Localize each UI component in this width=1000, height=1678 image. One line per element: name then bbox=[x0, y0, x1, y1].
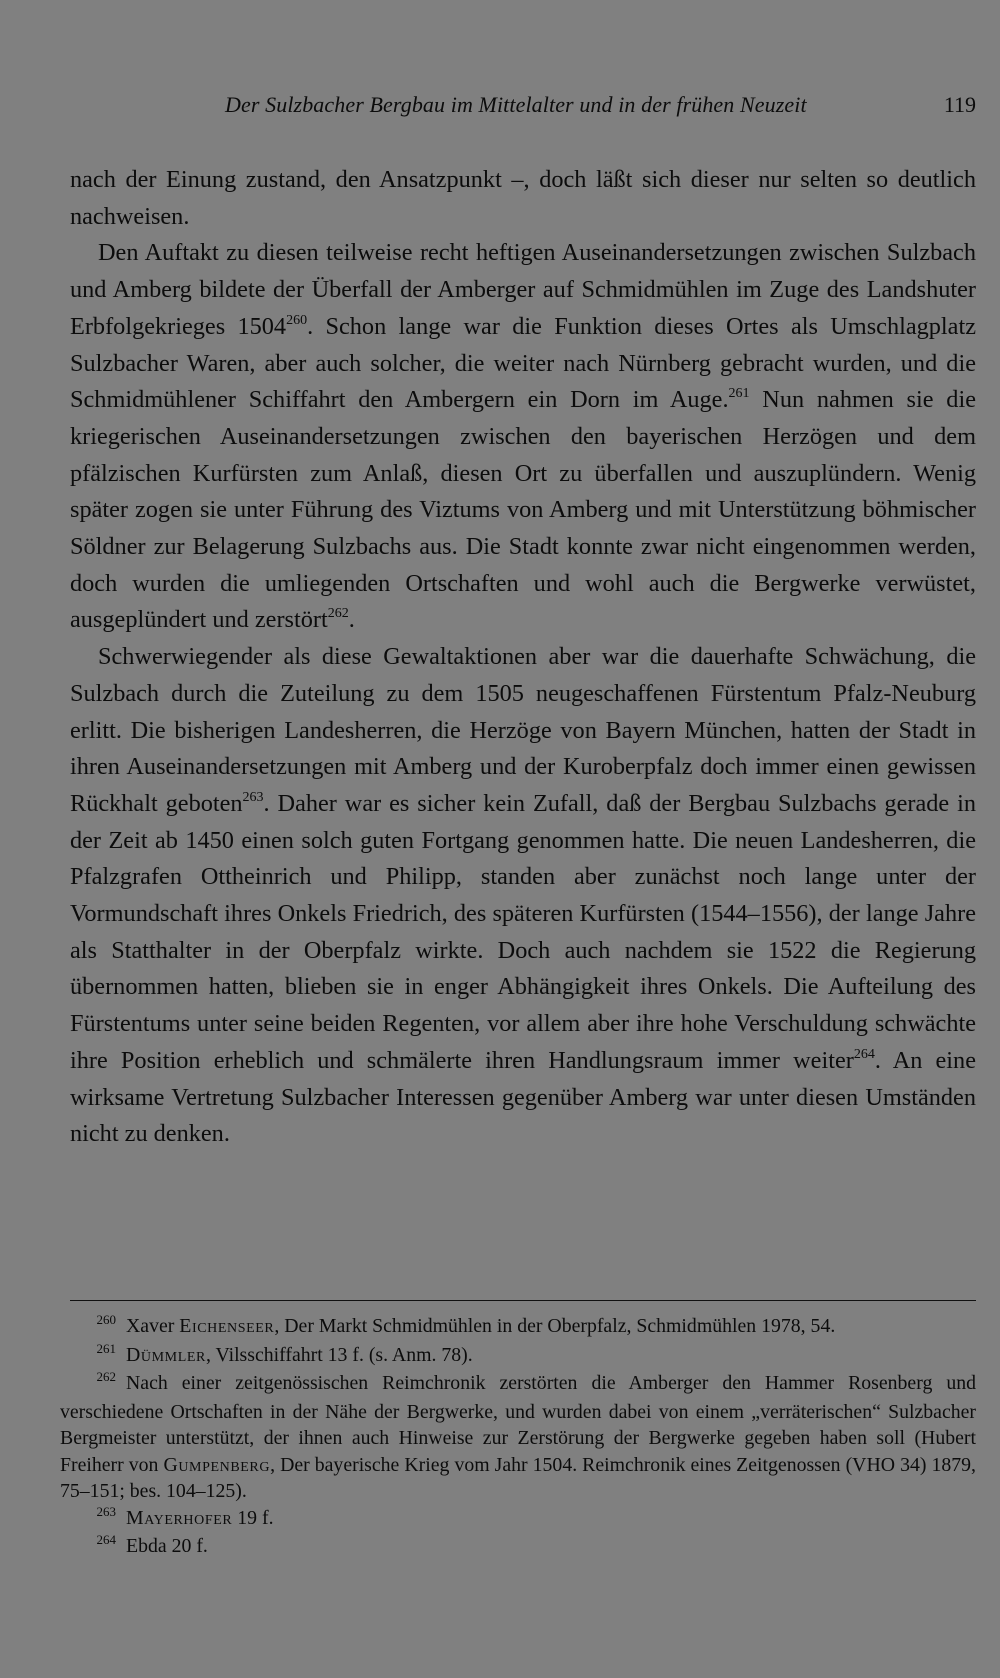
author-name: Eichenseer bbox=[179, 1315, 275, 1337]
footnote-reference[interactable]: 264 bbox=[853, 1046, 875, 1062]
footnote-264 bbox=[60, 1533, 976, 1562]
footnote-text: , Der Markt Schmidmühlen in der Oberpfalz, Schmidmühlen 1978, 54. bbox=[274, 1315, 836, 1337]
main-text bbox=[70, 162, 976, 1153]
footnote-number: 260 bbox=[96, 1312, 116, 1327]
footnote-number: 261 bbox=[96, 1340, 116, 1356]
footnote-reference[interactable]: 262 bbox=[327, 606, 349, 622]
paragraph-text: Schwerwiegender als diese Gewaltaktionen aber war die dauerhafte Schwächung, die Sulzbach durch die Zuteilung zu dem 1505 neugeschaffenen Fürstentum Pfalz-Neuburg erlitt. Die bisherigen Landesherren, die Herzöge von Bayern München, hatten der Stadt in ihren Auseinandersetzungen mit Amberg und der Kuroberpfalz doch immer einen gewissen Rückhalt geboten bbox=[70, 643, 976, 817]
footnote-text: Ebda 20 f. bbox=[126, 1535, 208, 1557]
footnote-number: 263 bbox=[96, 1503, 116, 1519]
paragraph-text: . An eine wirksame Vertretung Sulzbacher Interessen gegenüber Amberg war unter diesen Umständen nicht zu denken. bbox=[70, 1046, 976, 1148]
author-name: Dümmler bbox=[126, 1343, 206, 1366]
footnote-divider bbox=[70, 1300, 976, 1301]
footnote-text: , Der bayerische Krieg vom Jahr 1504. Reimchronik eines Zeitgenossen (VHO 34) 1879, 75–151; bes. 104–125). bbox=[60, 1453, 976, 1502]
footnote-262 bbox=[60, 1370, 976, 1505]
footnote-text: Nach einer zeitgenössischen Reimchronik zerstörten die Amberger den Hammer Rosenberg und verschiedene Ortschaften in der Nähe der Bergwerke, und wurden dabei von einem „verräterischen“ Sulzbacher Bergmeister unterstützt, der ihnen auch Hinweise zur Zerstörung der Bergwerke gegeben haben soll (Hubert Freiherr von bbox=[60, 1372, 976, 1476]
running-head bbox=[70, 92, 976, 124]
footnote-260 bbox=[60, 1313, 976, 1342]
footnote-text: , Vilsschiffahrt 13 f. (s. Anm. 78). bbox=[205, 1343, 473, 1366]
footnote-text: Xaver bbox=[126, 1315, 180, 1337]
footnotes bbox=[60, 1313, 976, 1562]
footnote-reference[interactable]: 261 bbox=[728, 386, 750, 402]
paragraph-3 bbox=[70, 639, 976, 1153]
page-number: 119 bbox=[943, 92, 976, 117]
footnote-261 bbox=[60, 1342, 976, 1371]
paragraph-text: nach der Einung zustand, den Ansatzpunkt –, doch läßt sich dieser nur selten so deutlich nachweisen. bbox=[70, 166, 976, 230]
paragraph-text: . bbox=[348, 606, 355, 634]
paragraph-text: Nun nahmen sie die kriegerischen Auseinandersetzungen zwischen den bayerischen Herzögen und dem pfälzischen Kurfürsten zum Anlaß, diesen Ort zu überfallen und auszuplündern. Wenig später zogen sie unter Führung des Viztums von Amberg und mit Unterstützung böhmischer Söldner zur Belagerung Sulzbachs aus. Die Stadt konnte zwar nicht eingenommen werden, doch wurden die umliegenden Ortschaften und wohl auch die Bergwerke verwüstet, ausgeplündert und zerstört bbox=[70, 386, 976, 634]
footnote-number: 262 bbox=[96, 1369, 116, 1384]
footnote-text: 19 f. bbox=[232, 1506, 274, 1529]
footnote-number: 264 bbox=[96, 1532, 116, 1547]
running-title: Der Sulzbacher Bergbau im Mittelalter und in der frühen Neuzeit bbox=[225, 92, 807, 117]
footnote-reference[interactable]: 260 bbox=[286, 312, 308, 328]
paragraph-text: . Schon lange war die Funktion dieses Ortes als Umschlagplatz Sulzbacher Waren, aber auch solcher, die weiter nach Nürnberg gebracht wurden, und die Schmidmühlener Schiffahrt den Ambergern ein Dorn im Auge. bbox=[70, 312, 976, 414]
author-name: Mayerhofer bbox=[126, 1506, 233, 1529]
paragraph-2 bbox=[70, 235, 976, 639]
footnote-reference[interactable]: 263 bbox=[242, 789, 264, 805]
paragraph-1 bbox=[70, 162, 976, 235]
author-name: Gumpenberg bbox=[163, 1453, 271, 1476]
paragraph-text: Den Auftakt zu diesen teilweise recht heftigen Auseinandersetzungen zwischen Sulzbach und Amberg bildete der Überfall der Amberger auf Schmidmühlen im Zuge des Landshuter Erbfolgekrieges 1504 bbox=[70, 239, 976, 340]
footnote-263 bbox=[60, 1505, 976, 1534]
paragraph-text: . Daher war es sicher kein Zufall, daß der Bergbau Sulzbachs gerade in der Zeit ab 1450 einen solch guten Fortgang genommen hatte. Die neuen Landesherren, die Pfalzgrafen Ottheinrich und Philipp, standen aber zunächst noch lange unter der Vormundschaft ihres Onkels Friedrich, des späteren Kurfürsten (1544–1556), der lange Jahre als Statthalter in der Oberpfalz wirkte. Doch auch nachdem sie 1522 die Regierung übernommen hatten, blieben sie in enger Abhängigkeit ihres Onkels. Die Aufteilung des Fürstentums unter seine beiden Regenten, vor allem aber ihre hohe Verschuldung schwächte ihre Position erheblich und schmälerte ihren Handlungsraum immer weiter bbox=[70, 789, 976, 1074]
